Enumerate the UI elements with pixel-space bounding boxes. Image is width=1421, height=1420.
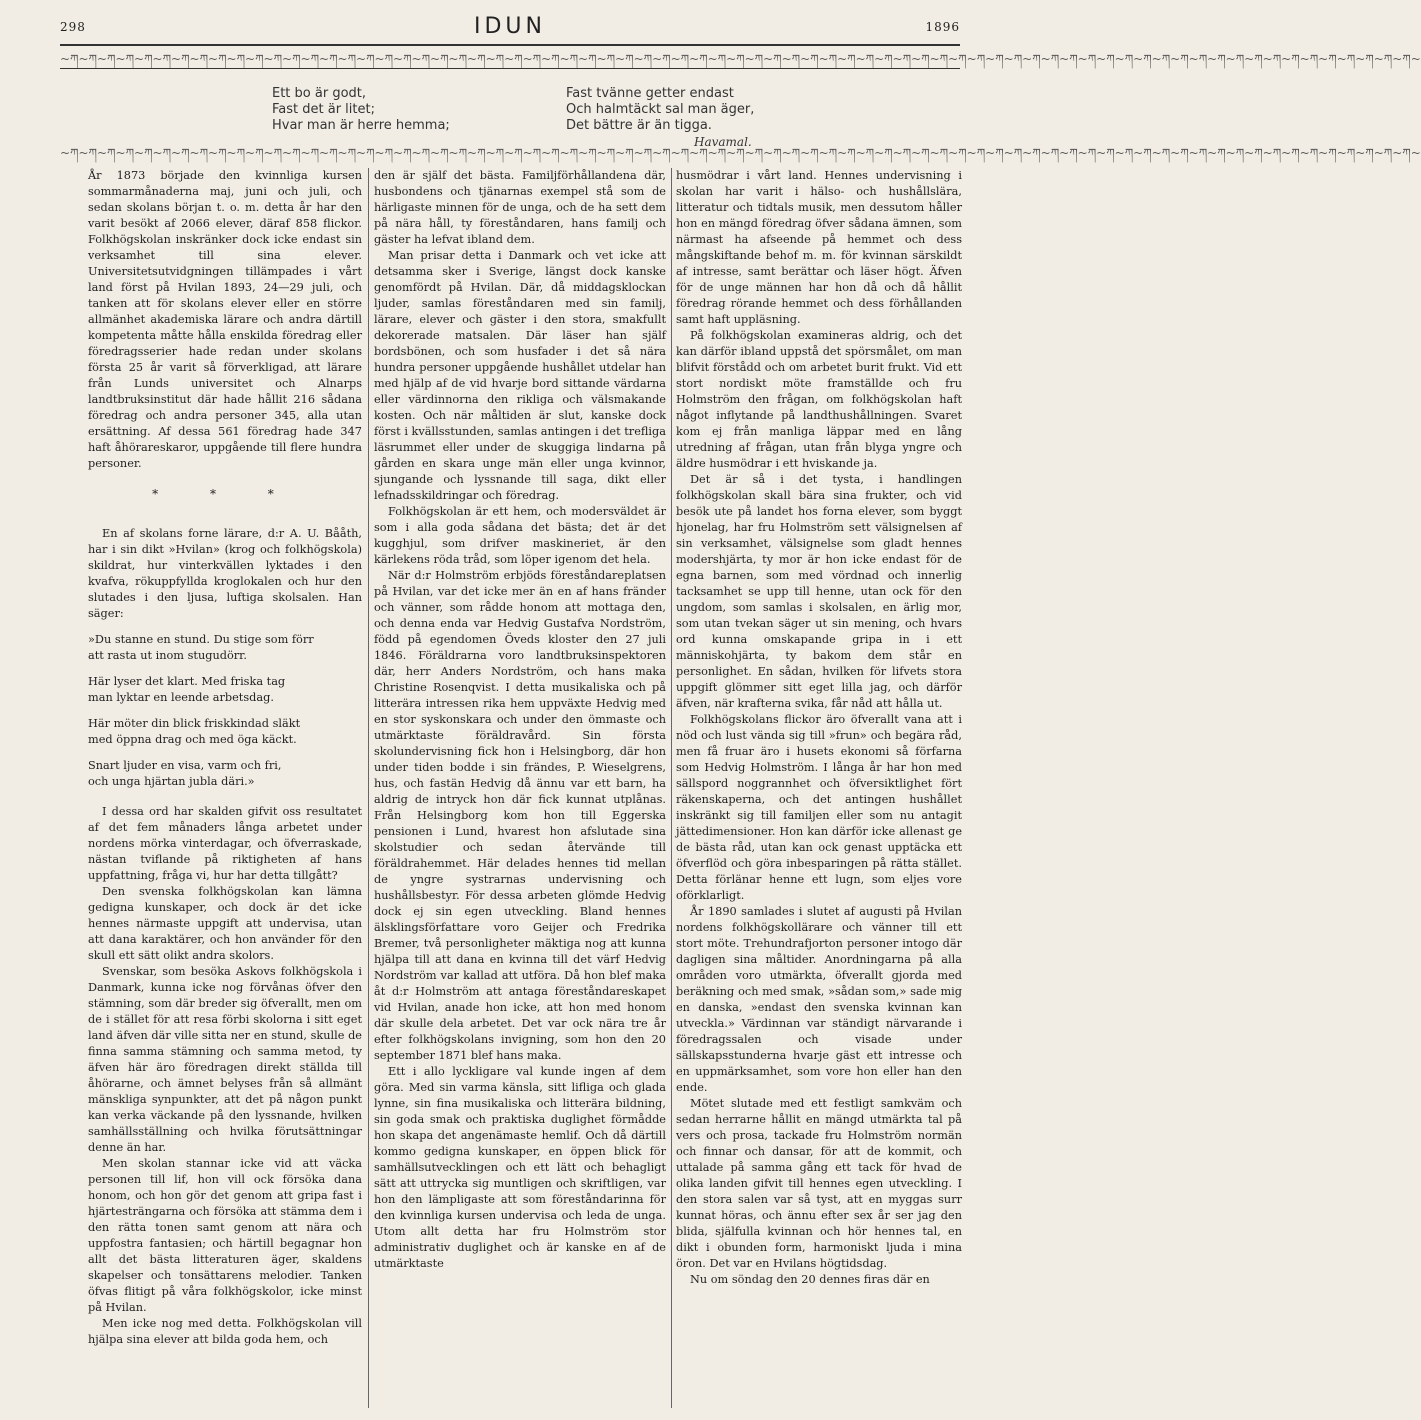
paragraph: Den svenska folkhögskolan kan lämna gedigna kunskaper, och dock är det icke hennes närmaste uppgift att undervisa, utan att dana karaktärer, och hon använder för den skull ett sätt olikt andra skolors. bbox=[88, 885, 362, 962]
paragraph: Men icke nog med detta. Folkhögskolan vill hjälpa sina elever att bilda goda hem, och bbox=[88, 1317, 362, 1346]
epigraph-ornament-border bbox=[60, 146, 1421, 160]
paragraph: I dessa ord har skalden gifvit oss resultatet af det fem månaders långa arbetet under nordens mörka vinterdagar, och öfverraskade, nästan tviflande på riktigheten af hans uppfattning, fråga vi, hur har detta tillgått? bbox=[88, 805, 362, 882]
paragraph: Det är så i det tysta, i handlingen folkhögskolan skall bära sina frukter, och vid besök ute på landet hos forna elever, som byggt hjonelag, har fru Holmström sett välsignelsen af sin verksamhet, välsignelse som gladt hennes modershjärta, ty mor är hon icke endast för de egna barnen, som med vördnad och innerlig tacksamhet se upp till henne, utan ock för den ungdom, som samlas i skolsalen, en ärlig mor, som utan tvekan säger ut sin mening, och hvars ord kunna omskapande gripa in i ett människohjärta, ty bakom dem står en personlighet. En sådan, hvilken för lifvets stora uppgift glömmer sitt eget lilla jag, och därför äfven, när krafterna svika, får nåd att hålla ut. bbox=[676, 473, 962, 710]
ornament-pattern: ~ཀ~ཀ~ཀ~ཀ~ཀ~ཀ~ཀ~ཀ~ཀ~ཀ~ཀ~ཀ~ཀ~ཀ~ཀ~ཀ~ཀ~ཀ~ཀ~ཀ~ཀ~ཀ~ཀ~ཀ~ཀ~ཀ~ཀ~ཀ~ཀ~ཀ~ཀ~ཀ~ཀ~ཀ~ཀ~ཀ~ཀ~ཀ~ཀ~ཀ~ཀ~ཀ~ཀ~ཀ~ཀ~ཀ~ཀ~ཀ~ཀ~ཀ~ཀ~ཀ~ཀ~ཀ~ཀ~ཀ~ཀ~ཀ~ཀ~ཀ~ཀ~ཀ~ཀ~ཀ~ཀ~ཀ~ཀ~ཀ~ཀ~ཀ~ཀ~ཀ~ཀ~ bbox=[60, 146, 1421, 160]
masthead-title: IDUN bbox=[474, 14, 546, 39]
epigraph-line: Det bättre är än tigga. bbox=[566, 118, 712, 133]
epigraph-line: Fast det är litet; bbox=[272, 102, 375, 117]
paragraph: När d:r Holmström erbjöds föreståndareplatsen på Hvilan, var det icke mer än en af hans fränder och vänner, som rådde honom att mottaga den, och denna enda var Hedvig Gustafva Nordström, född på egendomen Öveds kloster den 27 juli 1846. Föräldrarna voro landtbruksinspektoren där, herr Anders Nordström, och hans maka Christine Rosenqvist. I detta musikaliska och på litterära intressen rika hem uppväxte Hedvig med en stor syskonskara och under den ömmaste och utmärktaste föräldravård. Sin första skolundervisning fick hon i Helsingborg, där hon under tiden bodde i sin frändes, P. Wieselgrens, hus, och fastän Hedvig då ännu var ett barn, ha aldrig de intryck hon där fick kunnat utplånas. Från Helsingborg kom hon till Eggerska pensionen i Lund, hvarest hon afslutade sina skolstudier och sedan återvände till föräldrahemmet. Här delades hennes tid mellan de yngre systrarnas undervisning och hushållsbestyr. För dessa arbeten glömde Hedvig dock ej sin egen utveckling. Bland hennes älsklingsförfattare voro Geijer och Fredrika Bremer, två personligheter mäktiga nog att kunna hjälpa till att dana en kvinna till det värf Hedvig Nordström var kallad att utföra. Då hon blef maka åt d:r Holmström att antaga föreståndareskapet vid Hvilan, anade hon icke, att hon med honom där skulle dela arbetet. Det var ock nära tre år efter folkhögskolans invigning, som hon den 20 september 1871 blef hans maka. bbox=[374, 569, 666, 1062]
paragraph: På folkhögskolan examineras aldrig, och det kan därför ibland uppstå det spörsmålet, om man blifvit förstådd och om arbetet burit frukt. Vid ett stort nordiskt möte framställde och fru Holmström den frågan, om folkhögskolan haft något inflytande på landthushållningen. Svaret kom ej från manliga läppar med en lång utredning af frågan, utan från blyga yngre och äldre husmödrar i ett hviskande ja. bbox=[676, 329, 962, 470]
poem-line: med öppna drag och med öga käckt. bbox=[88, 733, 297, 746]
ornament-pattern: ~ཀ~ཀ~ཀ~ཀ~ཀ~ཀ~ཀ~ཀ~ཀ~ཀ~ཀ~ཀ~ཀ~ཀ~ཀ~ཀ~ཀ~ཀ~ཀ~ཀ~ཀ~ཀ~ཀ~ཀ~ཀ~ཀ~ཀ~ཀ~ཀ~ཀ~ཀ~ཀ~ཀ~ཀ~ཀ~ཀ~ཀ~ཀ~ཀ~ཀ~ཀ~ཀ~ཀ~ཀ~ཀ~ཀ~ཀ~ཀ~ཀ~ཀ~ཀ~ཀ~ཀ~ཀ~ཀ~ཀ~ཀ~ཀ~ཀ~ཀ~ཀ~ཀ~ཀ~ཀ~ཀ~ཀ~ཀ~ཀ~ཀ~ཀ~ཀ~ཀ~ཀ~ bbox=[60, 52, 1421, 66]
page-number: 298 bbox=[60, 20, 86, 34]
paragraph: husmödrar i vårt land. Hennes undervisning i skolan har varit i hälso- och hushållslära, litteratur och tidtals musik, men dessutom håller hon en mängd föredrag öfver sådana ämnen, som närmast ha afseende på hemmet och dess mångskiftande behof m. m. för kvinnan särskildt af intresse, samt berättar och läser högt. Äfven för de unge männen har hon då och då hållit föredrag rörande hemmet och dess förhållanden samt haft uppläsning. bbox=[676, 169, 962, 326]
section-separator: * * * bbox=[152, 487, 298, 501]
article-column-1 bbox=[88, 168, 362, 1348]
column-divider bbox=[671, 168, 672, 1408]
poem-line: Här lyser det klart. Med friska tag bbox=[88, 675, 286, 688]
poem-line: Här möter din blick friskkindad släkt bbox=[88, 717, 301, 730]
epigraph-line: Ett bo är godt, bbox=[272, 86, 367, 101]
poem-line: man lyktar en leende arbetsdag. bbox=[88, 691, 274, 704]
epigraph-left bbox=[272, 86, 450, 134]
paragraph: Folkhögskolan är ett hem, och modersväldet är som i alla goda sådana det bästa; det är det kugghjul, som drifver maskineriet, är den kärlekens röda tråd, som löper igenom det hela. bbox=[374, 505, 666, 566]
paragraph: Folkhögskolans flickor äro öfverallt vana att i nöd och lust vända sig till »frun» och begära råd, men få fruar äro i husets ekonomi så förfarna som Hedvig Holmström. I långa år har hon med sällspord noggrannhet och öfversiktlighet fört räkenskaperna, och det antingen hushållet inskränkt sig till familjen eller som nu antagit jättedimensioner. Hon kan därför icke allenast ge de bästa råd, utan kan ock genast upptäcka ett öfverflöd och göra inbesparingen på rätta stället. Detta förlänar henne ett lugn, som eljes vore oförklarligt. bbox=[676, 713, 962, 902]
poem-stanza bbox=[88, 632, 362, 664]
poem-stanza bbox=[88, 674, 362, 706]
epigraph-line: Hvar man är herre hemma; bbox=[272, 118, 450, 133]
epigraph-attribution: Havamal. bbox=[694, 135, 752, 149]
paragraph: Nu om söndag den 20 dennes firas där en bbox=[690, 1273, 930, 1286]
top-ornament-border bbox=[60, 52, 1421, 66]
page-year: 1896 bbox=[925, 20, 960, 34]
column-divider bbox=[368, 168, 369, 1408]
article-column-2 bbox=[374, 168, 666, 1272]
poem-line: »Du stanne en stund. Du stige som förr bbox=[88, 633, 314, 646]
header-rule bbox=[60, 44, 960, 46]
ornament-rule bbox=[60, 68, 960, 69]
paragraph: den är själf det bästa. Familjförhållandena där, husbondens och tjänarnas exempel stå som de härligaste minnen för de unga, och de ha sett dem på nära håll, ty föreståndaren, hans familj och gäster ha lefvat ibland dem. bbox=[374, 169, 666, 246]
epigraph-line: Fast tvänne getter endast bbox=[566, 86, 734, 101]
poem-line: och unga hjärtan jubla däri.» bbox=[88, 775, 255, 788]
paragraph: År 1873 började den kvinnliga kursen sommarmånaderna maj, juni och juli, och sedan skolans början t. o. m. detta år har den varit besökt af 2066 elever, däraf 858 flickor. Folkhögskolan inskränker dock icke endast sin verksamhet till sina elever. Universitetsutvidgningen tillämpades i vårt land först på Hvilan 1893, 24—29 juli, och tanken att för skolans elever eller en större allmänhet akademiska lärare och andra därtill kompetenta måtte hålla enskilda föredrag eller föredragsserier hade redan under skolans första 25 år varit så förverkligad, att lärare från Lunds universitet och Alnarps landtbruksinstitut där hade hållit 216 sådana föredrag och andra personer 345, alla utan ersättning. Af dessa 561 föredrag hade 347 haft åhörareskaror, uppgående till flere hundra personer. bbox=[88, 169, 362, 470]
epigraph-right bbox=[566, 86, 754, 150]
paragraph: År 1890 samlades i slutet af augusti på Hvilan nordens folkhögskollärare och vänner till ett stort möte. Trehundrafjorton personer intogo där dagligen sina måltider. Anordningarna på alla områden voro utmärkta, öfverallt gjorda med beräkning och med smak, »sådan som,» sade mig en danska, »endast den svenska kvinnan kan utveckla.» Värdinnan var ständigt närvarande i föredragssalen och visade under sällskapsstunderna hvarje gäst ett intresse och en uppmärksamhet, som vore hon eller han den ende. bbox=[676, 905, 962, 1094]
epigraph-line: Och halmtäckt sal man äger, bbox=[566, 102, 755, 117]
article-column-3 bbox=[676, 168, 962, 1288]
paragraph: En af skolans forne lärare, d:r A. U. Bååth, har i sin dikt »Hvilan» (krog och folkhögskola) skildrat, hur vinterkvällen lyktades i den kvafva, rökuppfyllda kroglokalen och hur den slutades i den ljusa, luftiga skolsalen. Han säger: bbox=[88, 527, 362, 620]
paragraph: Man prisar detta i Danmark och vet icke att detsamma sker i Sverige, längst dock kanske genomfördt på Hvilan. Där, då middagsklockan ljuder, samlas föreståndaren med sin familj, lärare, elever och gäster i den stora, smakfullt dekorerade matsalen. Där läser han själf bordsbönen, och som husfader i det så nära hundra personer uppgående hushållet utdelar han med hjälp af de vid hvarje bord sittande värdarna eller värdinnorna den rikliga och välsmakande kosten. Och när måltiden är slut, kanske dock först i kvällsstunden, samlas antingen i det trefliga läsrummet eller under de skuggiga lindarna på gården en skara unge män eller unga kvinnor, sjungande och lyssnande till saga, dikt eller lefnadsskildringar och föredrag. bbox=[374, 249, 666, 502]
paragraph: Ett i allo lyckligare val kunde ingen af dem göra. Med sin varma känsla, sitt lifliga och glada lynne, sin fina musikaliska och litterära bildning, sin goda smak och praktiska duglighet förmådde hon skapa det angenämaste hemlif. Och då därtill kommo gedigna kunskaper, en öppen blick för samhällsutvecklingen och ett lätt och behagligt sätt att uttrycka sig muntligen och skriftligen, var hon den lämpligaste att som föreståndarinna för den kvinnliga kursen undervisa och leda de unga. Utom allt detta har fru Holmström stor administrativ duglighet och är kanske en af de utmärktaste bbox=[374, 1065, 666, 1270]
page-header bbox=[60, 14, 960, 42]
paragraph: Mötet slutade med ett festligt samkväm och sedan herrarne hållit en mängd utmärkta tal på vers och prosa, tackade fru Holmström normän och finnar och dansar, för att de kommit, och uttalade på samma gång ett tack för hvad de olika landen gifvit till hennes egen utveckling. I den stora salen var så tyst, att en myggas surr kunnat höras, och ännu efter sex år ser jag den blida, själfulla kvinnan och hör hennes tal, en dikt i obunden form, harmoniskt ljuda i mina öron. Det var en Hvilans högtidsdag. bbox=[676, 1097, 962, 1270]
paragraph: Svenskar, som besöka Askovs folkhögskola i Danmark, kunna icke nog förvånas öfver den stämning, som där breder sig öfverallt, men om de i stället för att resa förbi skolorna i sitt eget land äfven där ville sitta ner en stund, skulle de finna samma stämning och samma metod, ty äfven här äro föredragen direkt ställda till åhörarne, och ämnet belyses från så allmänt mänskliga synpunkter, att det på någon punkt kan verka väckande på den lyssnande, hvilken samhällsställning och hvilka förutsättningar denne än har. bbox=[88, 965, 362, 1154]
poem-stanza bbox=[88, 716, 362, 748]
paragraph: Men skolan stannar icke vid att väcka personen till lif, hon vill ock försöka dana honom, och hon gör det genom att gripa fast i hjärtesträngarna och försöka att stämma dem i den rätta tonen samt genom att nära och uppfostra fantasien; och härtill begagnar hon allt det bästa litteraturen äger, skaldens skapelser och tonsättarens melodier. Tanken öfvas flitigt på våra folkhögskolor, icke minst på Hvilan. bbox=[88, 1157, 362, 1314]
poem-line: att rasta ut inom stugudörr. bbox=[88, 649, 247, 662]
poem-line: Snart ljuder en visa, varm och fri, bbox=[88, 759, 282, 772]
poem-stanza bbox=[88, 758, 362, 790]
